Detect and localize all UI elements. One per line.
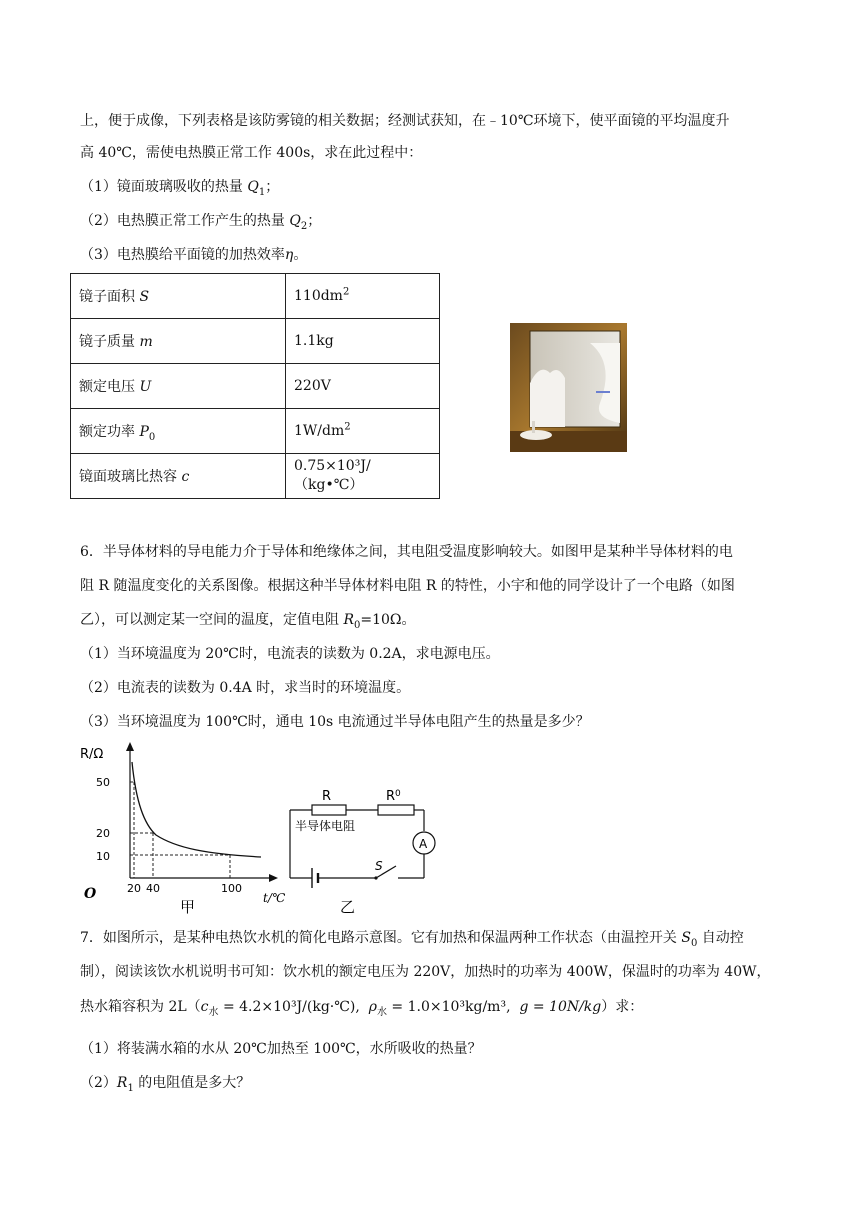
y-tick-label: 10 bbox=[96, 850, 110, 863]
question-7-sub-1: （1）将装满水箱的水从 20℃加热至 100℃，水所吸收的热量？ bbox=[80, 1041, 482, 1057]
problem-text-line: 高 40℃，需使电热膜正常工作 400s，求在此过程中： bbox=[80, 145, 423, 161]
table-row bbox=[71, 409, 440, 454]
question-6-figures bbox=[76, 742, 436, 914]
resistance-curve bbox=[132, 762, 261, 857]
y-tick-label: 20 bbox=[96, 827, 110, 840]
table-row bbox=[71, 319, 440, 364]
sub-question-text: （3）电热膜给平面镜的加热效率 bbox=[80, 247, 285, 263]
x-axis-label: t/℃ bbox=[263, 891, 286, 905]
figure-caption-jia: 甲 bbox=[180, 898, 196, 914]
mirror-spec-table bbox=[70, 273, 440, 499]
subscript: 2 bbox=[300, 220, 308, 232]
ammeter-label: A bbox=[419, 837, 428, 851]
table-row bbox=[71, 364, 440, 409]
table-cell-value: $110dm^2$ bbox=[286, 274, 440, 319]
variable: η bbox=[284, 247, 294, 263]
fixed-resistor-r0 bbox=[378, 805, 414, 815]
question-7-sub-2: $(2)R_1$ 的电阻值是多大？ bbox=[80, 1075, 251, 1094]
table-cell-label: 额定电压 U bbox=[71, 364, 286, 409]
sub-question-1 bbox=[80, 177, 820, 197]
circuit-diagram bbox=[290, 789, 435, 914]
table-cell-value: 1.1kg bbox=[286, 319, 440, 364]
sub-question-text: （1）镜面玻璃吸收的热量 bbox=[80, 179, 248, 195]
sub-question-text: （2）电热膜正常工作产生的热量 bbox=[80, 213, 290, 229]
subscript: 1 bbox=[258, 186, 266, 198]
table-cell-label: 镜子面积 S bbox=[71, 274, 286, 319]
origin-label: O bbox=[84, 886, 97, 902]
problem-text-line: 上，便于成像，下列表格是该防雾镜的相关数据；经测试获知，在﹣10℃环境下，使平面镜的平均温度升 bbox=[80, 113, 730, 129]
table-cell-value: $1W/dm^2$ bbox=[286, 409, 440, 454]
question-7-text: 热水箱容积为 $2L(c_水$ = 4.2×10³J/(kg·℃), $\rho_水 = 1.0\times 10^3kg/m^3$, g = 10N/kg）求： bbox=[80, 999, 644, 1018]
table-row bbox=[71, 454, 440, 499]
sub-question-3 bbox=[80, 245, 820, 265]
question-6-text: 6．半导体材料的导电能力介于导体和绝缘体之间，其电阻受温度影响较大。如图甲是某种半导体材料的电 bbox=[80, 544, 733, 560]
question-6-sub-2: （2）电流表的读数为 0.4A 时，求当时的环境温度。 bbox=[80, 680, 411, 696]
question-7-text: 7．如图所示，是某种电热饮水机的简化电路示意图。它有加热和保温两种工作状态（由温控开关 $S_0$ 自动控 bbox=[80, 930, 744, 949]
punctuation: ； bbox=[265, 179, 280, 195]
table-cell-label: 镜子质量 m bbox=[71, 319, 286, 364]
x-tick-label: 20 bbox=[127, 882, 141, 895]
table-cell-label: 额定功率 $P_0$ bbox=[71, 409, 286, 454]
question-6-text: 乙），可以测定某一空间的温度，定值电阻 $R_0=10\Omega$。 bbox=[80, 612, 416, 631]
table-cell-value: 220V bbox=[286, 364, 440, 409]
question-6-sub-1: （1）当环境温度为 20℃时，电流表的读数为 0.2A，求电源电压。 bbox=[80, 646, 500, 662]
question-6-sub-3: （3）当环境温度为 100℃时，通电 10s 电流通过半导体电阻产生的热量是多少？ bbox=[80, 714, 590, 730]
table-row bbox=[71, 274, 440, 319]
y-tick-label: 50 bbox=[96, 776, 110, 789]
x-tick-label: 40 bbox=[146, 882, 160, 895]
punctuation: 。 bbox=[293, 247, 308, 263]
variable: Q bbox=[247, 179, 259, 195]
question-7-text: 制），阅读该饮水机说明书可知：饮水机的额定电压为 220V，加热时的功率为 400W，保温时的功率为 40W， bbox=[80, 964, 771, 980]
semiconductor-label: 半导体电阻 bbox=[295, 819, 356, 833]
table-cell-value: 0.75×10³J/（kg•℃） bbox=[286, 454, 440, 499]
sub-question-2 bbox=[80, 211, 820, 231]
figure-caption-yi: 乙 bbox=[340, 898, 356, 914]
resistor-r0-label: $R^0$ bbox=[386, 789, 401, 804]
question-6-text: 阻 R 随温度变化的关系图像。根据这种半导体材料电阻 R 的特性，小宇和他的同学设计了一个电路（如图 bbox=[80, 578, 735, 594]
punctuation: ； bbox=[307, 213, 322, 229]
switch-label: S bbox=[375, 859, 383, 873]
x-tick-label: 100 bbox=[221, 882, 242, 895]
anti-fog-mirror-photo bbox=[510, 323, 627, 452]
resistor-r-label: R bbox=[322, 789, 332, 804]
table-cell-label: 镜面玻璃比热容 c bbox=[71, 454, 286, 499]
semiconductor-resistor bbox=[312, 805, 346, 815]
variable: Q bbox=[289, 213, 301, 229]
resistance-temperature-graph bbox=[80, 742, 286, 914]
y-axis-label: R/Ω bbox=[80, 747, 104, 762]
